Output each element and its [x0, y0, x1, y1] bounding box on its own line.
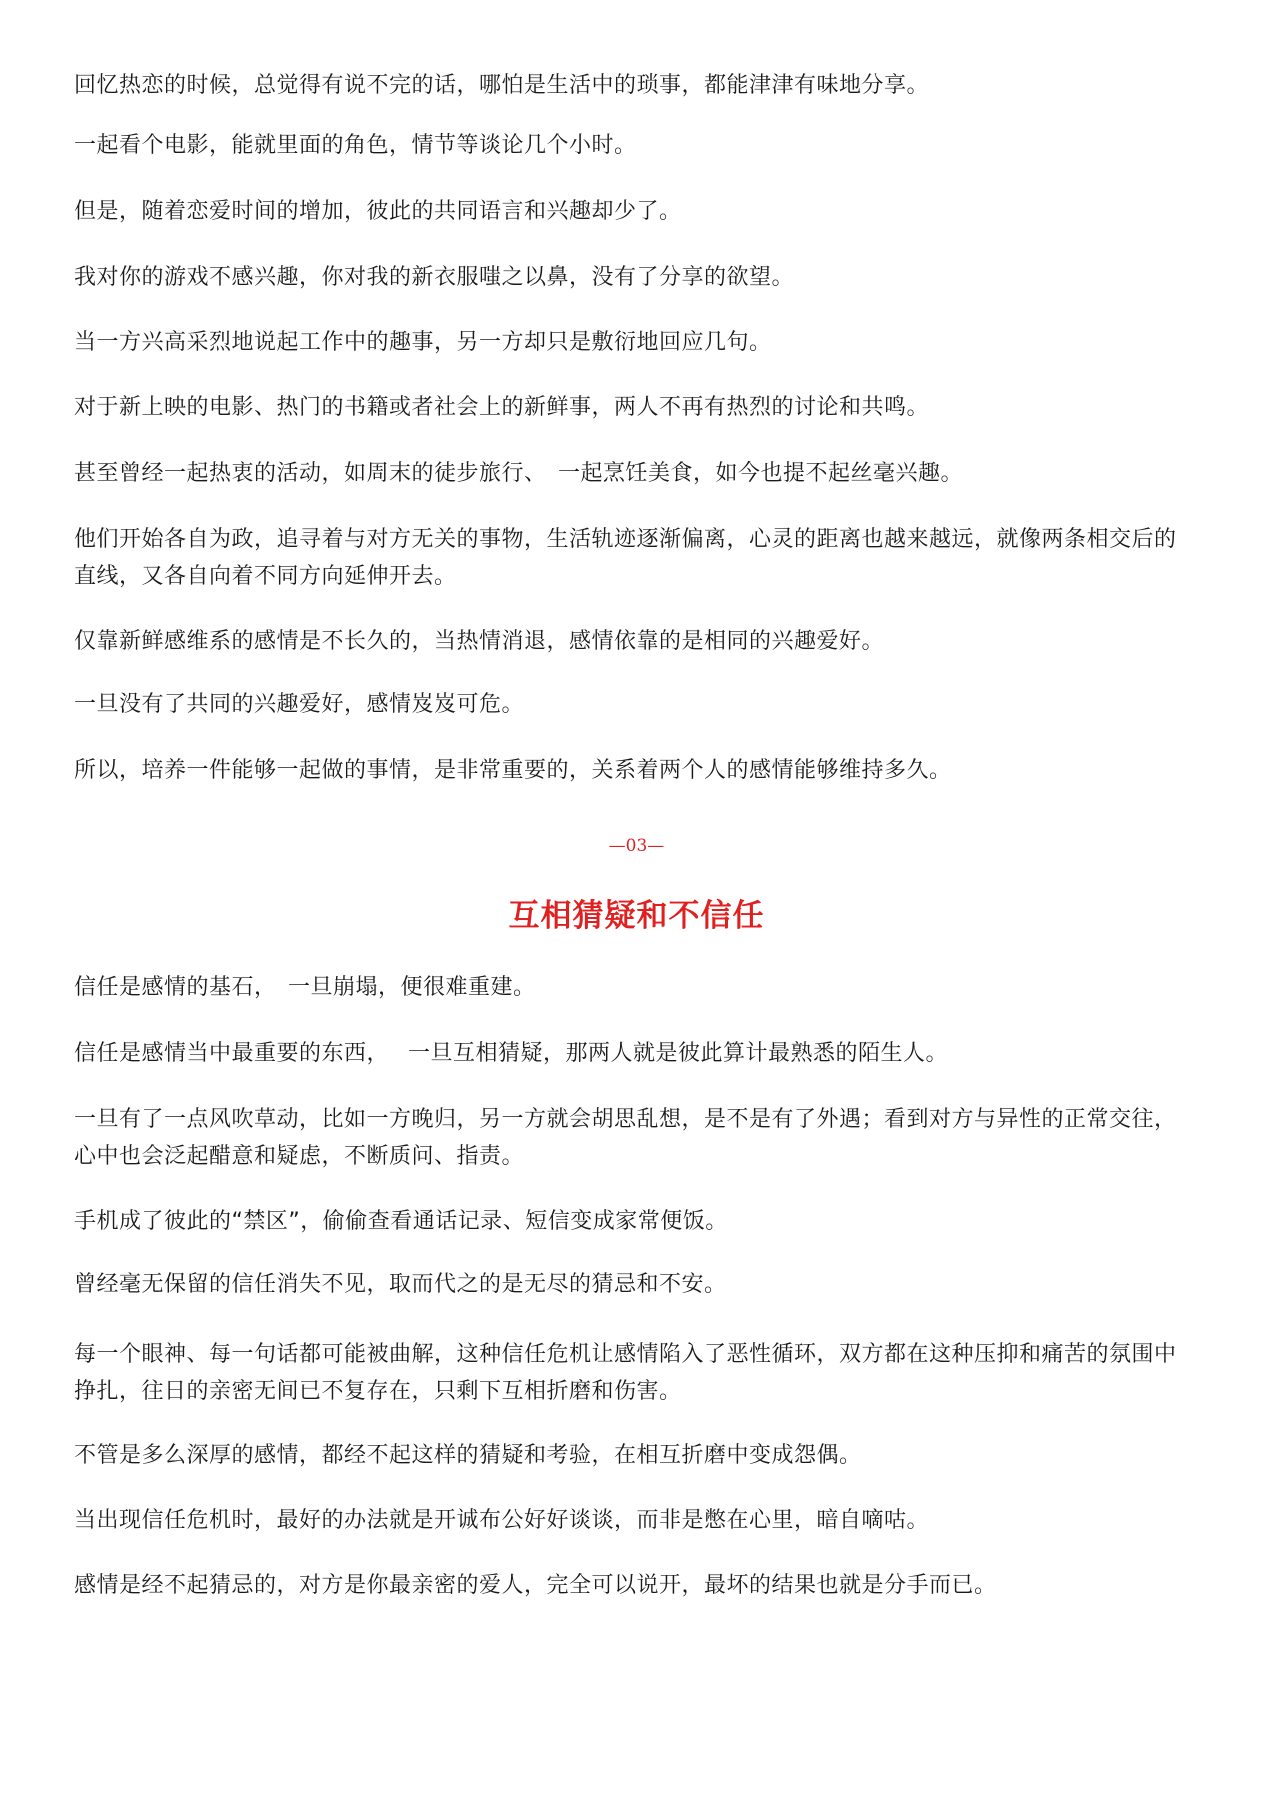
section-title: 互相猜疑和不信任: [508, 898, 765, 934]
paragraph: 回忆热恋的时候，总觉得有说不完的话，哪怕是生活中的琐事，都能津津有味地分享。: [74, 73, 930, 98]
paragraph: 一旦有了一点风吹草动，比如一方晚归，另一方就会胡思乱想，是不是有了外遇；看到对方与异性的正常交往，心中也会泛起醋意和疑虑，不断质问、指责。: [74, 1107, 1177, 1169]
paragraph: 仅靠新鲜感维系的感情是不长久的，当热情消退，感情依靠的是相同的兴趣爱好。: [74, 629, 885, 654]
paragraph: 当一方兴高采烈地说起工作中的趣事，另一方却只是敷衍地回应几句。: [74, 330, 772, 355]
paragraph: 每一个眼神、每一句话都可能被曲解，这种信任危机让感情陷入了恶性循环，双方都在这种压抑和痛苦的氛围中挣扎，往日的亲密无间已不复存在，只剩下互相折磨和伤害。: [74, 1342, 1177, 1404]
paragraph: 一起看个电影，能就里面的角色，情节等谈论几个小时。: [74, 133, 637, 158]
paragraph: 曾经毫无保留的信任消失不见，取而代之的是无尽的猜忌和不安。: [74, 1272, 727, 1297]
paragraph: 他们开始各自为政，追寻着与对方无关的事物，生活轨迹逐渐偏离，心灵的距离也越来越远，就像两条相交后的直线，又各自向着不同方向延伸开去。: [74, 527, 1177, 589]
paragraph: 一旦没有了共同的兴趣爱好，感情岌岌可危。: [74, 692, 525, 717]
paragraph: 信任是感情的基石， 一旦崩塌，便很难重建。: [74, 975, 536, 1000]
paragraph: 但是，随着恋爱时间的增加，彼此的共同语言和兴趣却少了。: [74, 199, 682, 224]
paragraph: 甚至曾经一起热衷的活动，如周末的徒步旅行、 一起烹饪美食，如今也提不起丝毫兴趣。: [74, 461, 964, 486]
paragraph: 感情是经不起猜忌的，对方是你最亲密的爱人，完全可以说开，最坏的结果也就是分手而已。: [74, 1573, 997, 1598]
paragraph: 不管是多么深厚的感情，都经不起这样的猜疑和考验，在相互折磨中变成怨偶。: [74, 1443, 862, 1468]
section-number: —03—: [608, 836, 665, 856]
paragraph: 手机成了彼此的“禁区”，偷偷查看通话记录、短信变成家常便饭。: [74, 1209, 728, 1234]
paragraph: 信任是感情当中最重要的东西， 一旦互相猜疑，那两人就是彼此算计最熟悉的陌生人。: [74, 1041, 948, 1066]
paragraph: 当出现信任危机时，最好的办法就是开诚布公好好谈谈，而非是憋在心里，暗自嘀咕。: [74, 1508, 930, 1533]
paragraph: 对于新上映的电影、热门的书籍或者社会上的新鲜事，两人不再有热烈的讨论和共鸣。: [74, 395, 930, 420]
paragraph: 所以，培养一件能够一起做的事情，是非常重要的，关系着两个人的感情能够维持多久。: [74, 758, 952, 783]
paragraph: 我对你的游戏不感兴趣，你对我的新衣服嗤之以鼻，没有了分享的欲望。: [74, 265, 795, 290]
